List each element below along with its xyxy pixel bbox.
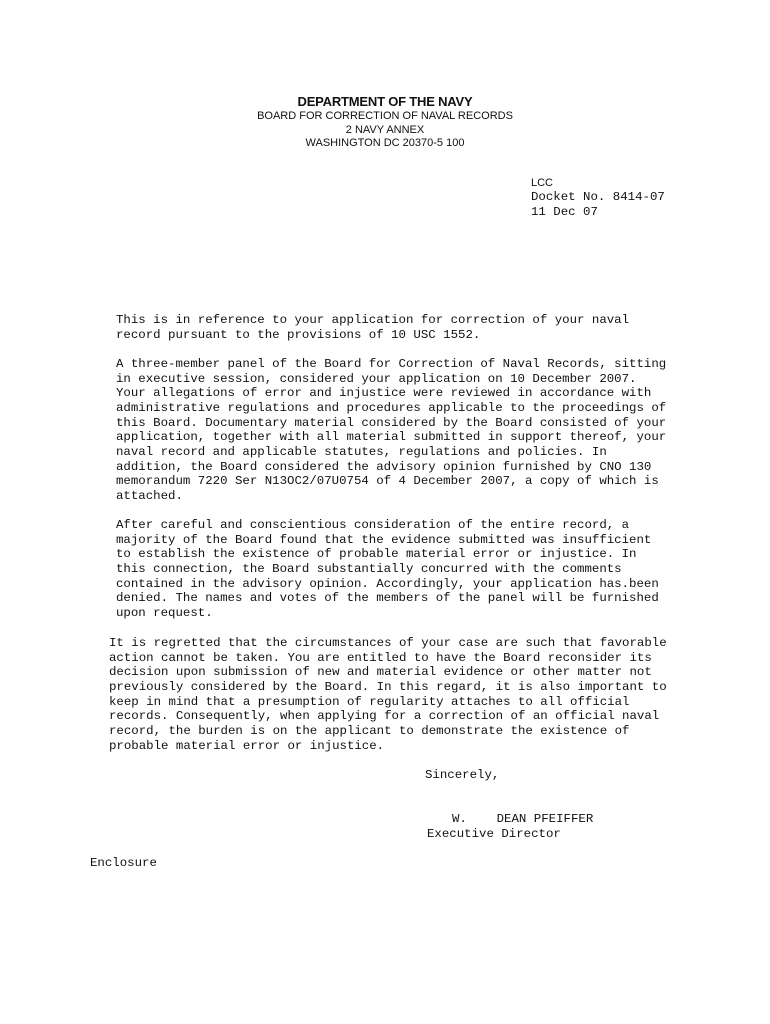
paragraph-panel-review: A three-member panel of the Board for Correction of Naval Records, sitting in executive session, considered your application on 10 December 2007. Your allegations of error and injustice were reviewed in accordance with administrative regulations and procedures applicable to the proceedings of this Board. Documentary material considered by the Board consisted of your application, together with all material submitted in support thereof, your naval record and applicable statutes, regulations and policies. In addition, the Board considered the advisory opinion furnished by CNO 130 memorandum 7220 Ser N13OC2/07U0754 of 4 December 2007, a copy of which is attached. — [116, 357, 667, 503]
paragraph-reference: This is in reference to your application for correction of your naval record pursuant to the provisions of 10 USC 1552. — [116, 313, 630, 342]
letterhead — [0, 94, 770, 151]
enclosure-label: Enclosure — [90, 856, 157, 870]
reference-code: LCC — [531, 177, 554, 189]
board-name: BOARD FOR CORRECTION OF NAVAL RECORDS — [257, 110, 513, 122]
address-line-2: WASHINGTON DC 20370-5 100 — [305, 137, 465, 149]
salutation: Sincerely, — [425, 768, 500, 782]
paragraph-decision: After careful and conscientious consideration of the entire record, a majority of the Board found that the evidence submitted was insufficient to establish the existence of probable material error or injustice. In this connection, the Board substantially concurred with the comments contained in the advisory opinion. Accordingly, your application has.been denied. The names and votes of the members of the panel will be furnished upon request. — [116, 518, 659, 620]
signer-title: Executive Director — [427, 827, 561, 841]
department-name: DEPARTMENT OF THE NAVY — [297, 94, 473, 109]
docket-number: Docket No. 8414-07 — [531, 190, 665, 204]
paragraph-reconsideration: It is regretted that the circumstances of your case are such that favorable action cannot be taken. You are entitled to have the Board reconsider its decision upon submission of new and material evidence or other matter not previously considered by the Board. In this regard, it is also important to keep in mind that a presumption of regularity attaches to all official records. Consequently, when applying for a correction of an official naval record, the burden is on the applicant to demonstrate the existence of probable material error or injustice. — [109, 636, 667, 753]
letter-date: 11 Dec 07 — [531, 204, 598, 219]
signer-name: W. DEAN PFEIFFER — [452, 812, 594, 826]
address-line-1: 2 NAVY ANNEX — [345, 123, 425, 136]
reference-block — [531, 177, 665, 219]
